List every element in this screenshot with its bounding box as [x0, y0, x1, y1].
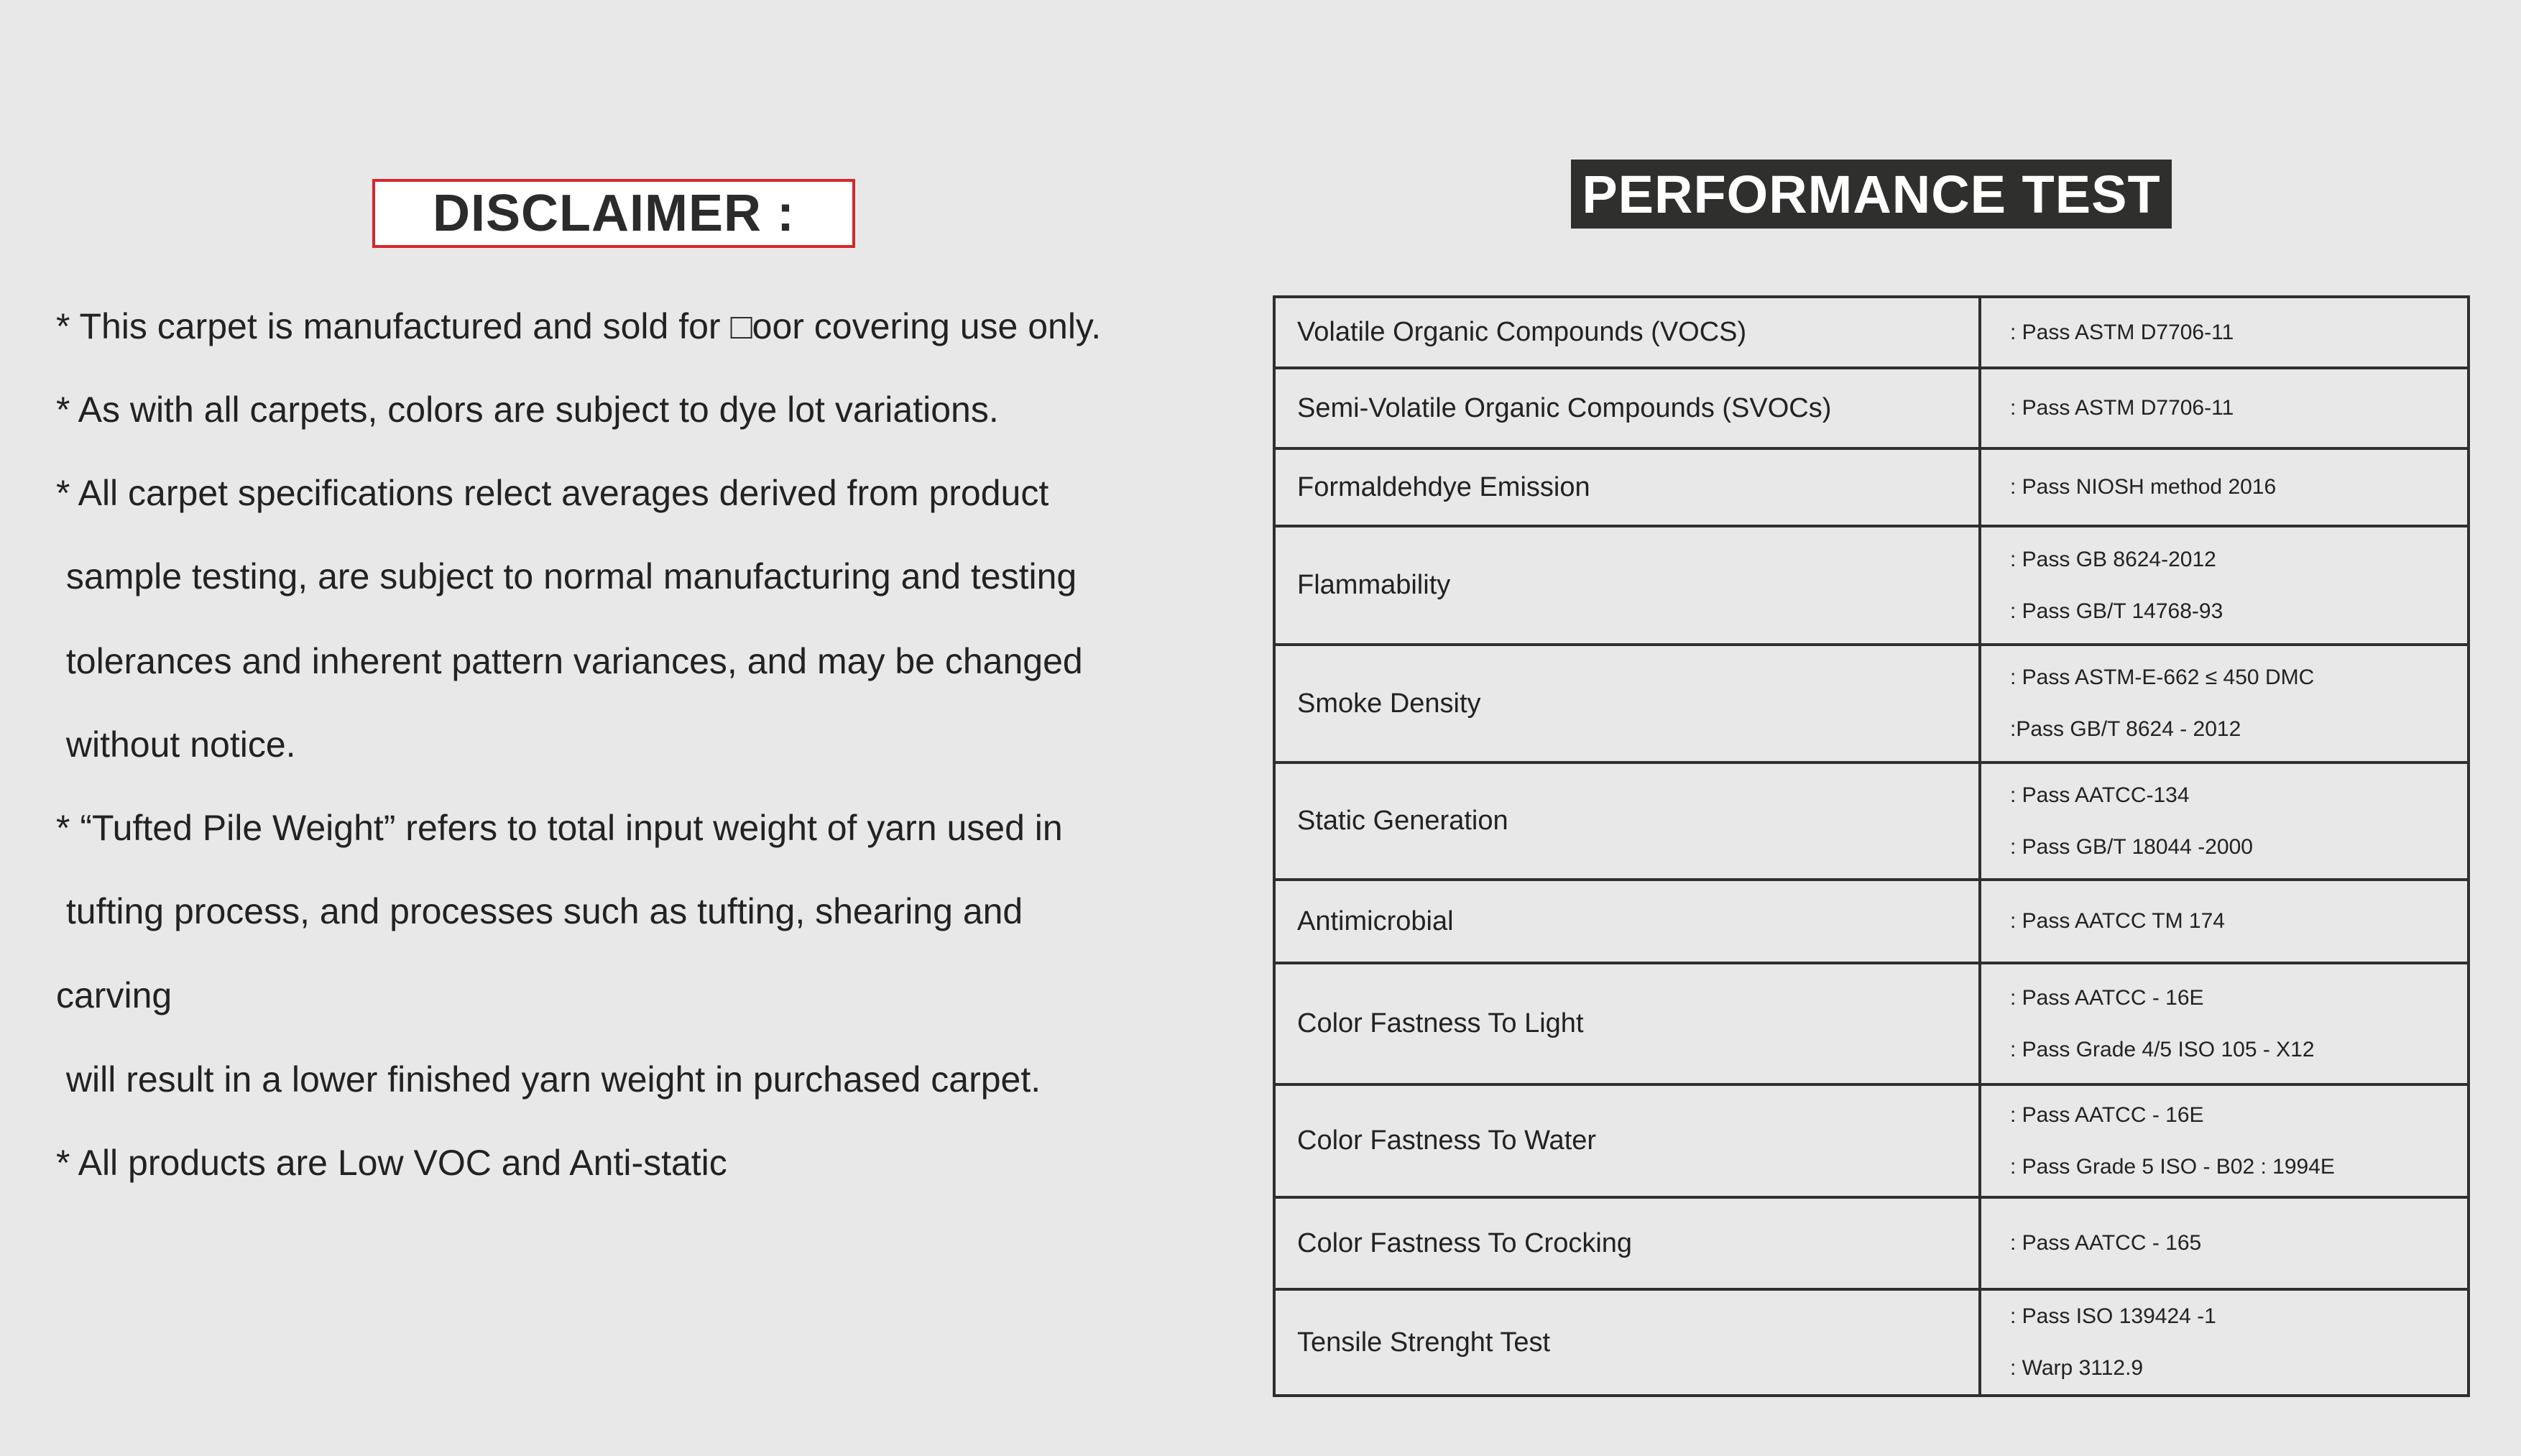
result-line: : Pass GB/T 14768-93: [2010, 599, 2223, 623]
test-result: [1980, 1289, 2469, 1396]
test-name: Flammability: [1274, 526, 1980, 645]
disclaimer-line: * All products are Low VOC and Anti-static: [56, 1143, 727, 1183]
disclaimer-line: carving: [56, 975, 172, 1015]
test-result: [1980, 526, 2469, 645]
table-row: [1274, 448, 2469, 526]
test-name: Static Generation: [1274, 762, 1980, 880]
result-line: : Pass GB/T 18044 -2000: [2010, 834, 2253, 859]
test-result: [1980, 368, 2469, 448]
test-result: [1980, 880, 2469, 963]
result-line: : Pass AATCC - 16E: [2010, 985, 2204, 1010]
test-name: Color Fastness To Light: [1274, 963, 1980, 1084]
test-result: [1980, 1197, 2469, 1289]
test-result: [1980, 1084, 2469, 1197]
disclaimer-line: will result in a lower finished yarn weight in purchased carpet.: [56, 1059, 1041, 1100]
result-line: : Pass AATCC TM 174: [2010, 909, 2225, 933]
test-result: [1980, 645, 2469, 762]
test-name: Smoke Density: [1274, 645, 1980, 762]
test-name: Formaldehdye Emission: [1274, 448, 1980, 526]
test-name: Volatile Organic Compounds (VOCS): [1274, 297, 1980, 368]
disclaimer-line: * This carpet is manufactured and sold for □oor covering use only.: [56, 306, 1102, 346]
table-row: [1274, 1084, 2469, 1197]
test-name: Color Fastness To Water: [1274, 1084, 1980, 1197]
disclaimer-line: sample testing, are subject to normal manufacturing and testing: [56, 556, 1077, 596]
table-row: [1274, 762, 2469, 880]
table-row: [1274, 963, 2469, 1084]
disclaimer-line: * As with all carpets, colors are subject to dye lot variations.: [56, 390, 999, 430]
test-result: [1980, 762, 2469, 880]
result-line: : Pass Grade 5 ISO - B02 : 1994E: [2010, 1154, 2335, 1179]
result-line: : Pass Grade 4/5 ISO 105 - X12: [2010, 1037, 2315, 1061]
result-line: : Pass ISO 139424 -1: [2010, 1304, 2216, 1328]
test-result: [1980, 448, 2469, 526]
test-result: [1980, 963, 2469, 1084]
disclaimer-line: without notice.: [56, 724, 296, 765]
result-line: : Pass GB 8624-2012: [2010, 547, 2216, 571]
performance-title: PERFORMANCE TEST: [1571, 160, 2172, 229]
result-line: :Pass GB/T 8624 - 2012: [2010, 717, 2241, 741]
result-line: : Pass AATCC - 16E: [2010, 1102, 2204, 1127]
disclaimer-line: * “Tufted Pile Weight” refers to total input weight of yarn used in: [56, 808, 1063, 848]
test-name: Antimicrobial: [1274, 880, 1980, 963]
result-line: : Pass AATCC-134: [2010, 783, 2190, 807]
test-result: [1980, 297, 2469, 368]
table-row: [1274, 1289, 2469, 1396]
test-name: Semi-Volatile Organic Compounds (SVOCs): [1274, 368, 1980, 448]
result-line: : Pass NIOSH method 2016: [2010, 475, 2277, 499]
table-row: [1274, 645, 2469, 762]
result-line: : Pass ASTM D7706-11: [2010, 320, 2234, 344]
performance-table: [1273, 295, 2470, 1397]
result-line: : Warp 3112.9: [2010, 1356, 2144, 1380]
table-row: [1274, 1197, 2469, 1289]
disclaimer-line: tufting process, and processes such as tufting, shearing and: [56, 891, 1023, 931]
disclaimer-title: DISCLAIMER :: [372, 179, 855, 248]
result-line: : Pass AATCC - 165: [2010, 1231, 2202, 1255]
table-row: [1274, 297, 2469, 368]
disclaimer-line: tolerances and inherent pattern variances, and may be changed: [56, 641, 1083, 681]
result-line: : Pass ASTM-E-662 ≤ 450 DMC: [2010, 665, 2315, 689]
table-row: [1274, 526, 2469, 645]
disclaimer-line: * All carpet specifications relect averages derived from product: [56, 473, 1049, 513]
result-line: : Pass ASTM D7706-11: [2010, 396, 2234, 420]
table-row: [1274, 880, 2469, 963]
table-row: [1274, 368, 2469, 448]
test-name: Color Fastness To Crocking: [1274, 1197, 1980, 1289]
test-name: Tensile Strenght Test: [1274, 1289, 1980, 1396]
